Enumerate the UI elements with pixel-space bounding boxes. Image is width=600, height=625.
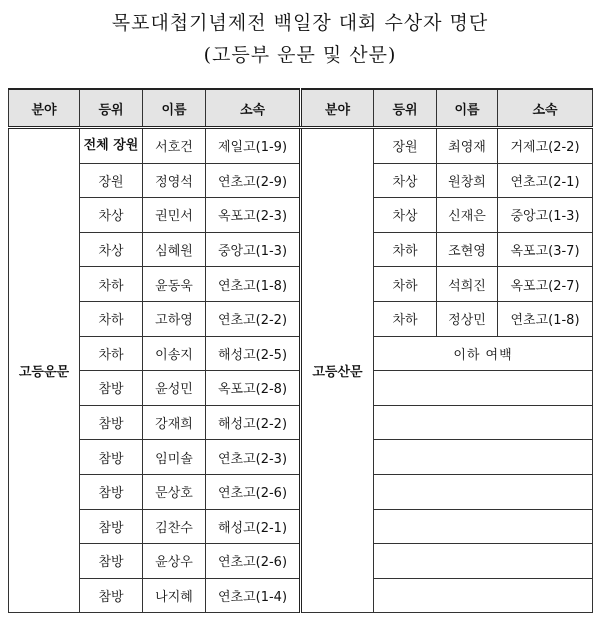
name-cell: 나지혜 (143, 578, 206, 613)
rank-cell: 참방 (80, 440, 143, 475)
school-cell: 연초고(2-1) (498, 163, 593, 198)
name-cell: 최영재 (437, 128, 498, 164)
school-cell: 거제고(2-2) (498, 128, 593, 164)
school-cell: 제일고(1-9) (206, 128, 301, 164)
empty-cell (374, 474, 593, 509)
school-cell: 중앙고(1-3) (498, 198, 593, 233)
school-cell: 연초고(2-2) (206, 301, 301, 336)
field-verse: 고등운문 (9, 128, 80, 613)
school-cell: 연초고(2-9) (206, 163, 301, 198)
school-cell: 해성고(2-1) (206, 509, 301, 544)
rank-cell: 장원 (80, 163, 143, 198)
name-cell: 원창희 (437, 163, 498, 198)
name-cell: 임미솔 (143, 440, 206, 475)
rank-cell: 참방 (80, 405, 143, 440)
school-cell: 중앙고(1-3) (206, 232, 301, 267)
name-cell: 권민서 (143, 198, 206, 233)
rank-cell: 차하 (374, 301, 437, 336)
school-cell: 연초고(2-6) (206, 474, 301, 509)
rank-cell: 참방 (80, 578, 143, 613)
header-school: 소속 (206, 89, 301, 128)
school-cell: 연초고(1-8) (498, 301, 593, 336)
empty-cell (374, 509, 593, 544)
school-cell: 연초고(1-8) (206, 267, 301, 302)
name-cell: 심혜원 (143, 232, 206, 267)
rank-cell: 차하 (374, 267, 437, 302)
school-cell: 해성고(2-2) (206, 405, 301, 440)
empty-cell (374, 578, 593, 613)
name-cell: 강재희 (143, 405, 206, 440)
school-cell: 옥포고(3-7) (498, 232, 593, 267)
name-cell: 정영석 (143, 163, 206, 198)
empty-cell (374, 544, 593, 579)
name-cell: 정상민 (437, 301, 498, 336)
rank-cell: 차상 (80, 232, 143, 267)
name-cell: 김찬수 (143, 509, 206, 544)
name-cell: 석희진 (437, 267, 498, 302)
school-cell: 옥포고(2-8) (206, 371, 301, 406)
school-cell: 연초고(2-6) (206, 544, 301, 579)
school-cell: 옥포고(2-7) (498, 267, 593, 302)
page-title: 목포대첩기념제전 백일장 대회 수상자 명단 (111, 12, 489, 34)
rank-cell: 차상 (374, 198, 437, 233)
name-cell: 문상호 (143, 474, 206, 509)
award-table (8, 88, 593, 613)
school-cell: 연초고(2-3) (206, 440, 301, 475)
table-row (9, 128, 593, 164)
rank-cell: 참방 (80, 544, 143, 579)
header-rank: 등위 (374, 89, 437, 128)
header-name: 이름 (143, 89, 206, 128)
rank-cell: 전체 장원 (80, 128, 143, 164)
rank-cell: 차하 (80, 336, 143, 371)
header-rank: 등위 (80, 89, 143, 128)
name-cell: 이송지 (143, 336, 206, 371)
school-cell: 연초고(1-4) (206, 578, 301, 613)
empty-cell (374, 440, 593, 475)
school-cell: 옥포고(2-3) (206, 198, 301, 233)
blank-note: 이하 여백 (374, 336, 593, 371)
school-cell: 해성고(2-5) (206, 336, 301, 371)
name-cell: 조현영 (437, 232, 498, 267)
field-prose: 고등산문 (301, 128, 374, 613)
name-cell: 윤동욱 (143, 267, 206, 302)
rank-cell: 차상 (80, 198, 143, 233)
name-cell: 신재은 (437, 198, 498, 233)
name-cell: 윤성민 (143, 371, 206, 406)
name-cell: 윤상우 (143, 544, 206, 579)
rank-cell: 장원 (374, 128, 437, 164)
rank-cell: 참방 (80, 371, 143, 406)
rank-cell: 차하 (80, 267, 143, 302)
name-cell: 고하영 (143, 301, 206, 336)
header-school: 소속 (498, 89, 593, 128)
empty-cell (374, 405, 593, 440)
page-subtitle: (고등부 운문 및 산문) (203, 44, 397, 66)
header-field: 분야 (9, 89, 80, 128)
header-row (9, 89, 593, 128)
rank-cell: 참방 (80, 509, 143, 544)
rank-cell: 차하 (80, 301, 143, 336)
header-field: 분야 (301, 89, 374, 128)
rank-cell: 차하 (374, 232, 437, 267)
empty-cell (374, 371, 593, 406)
rank-cell: 차상 (374, 163, 437, 198)
rank-cell: 참방 (80, 474, 143, 509)
header-name: 이름 (437, 89, 498, 128)
name-cell: 서호건 (143, 128, 206, 164)
